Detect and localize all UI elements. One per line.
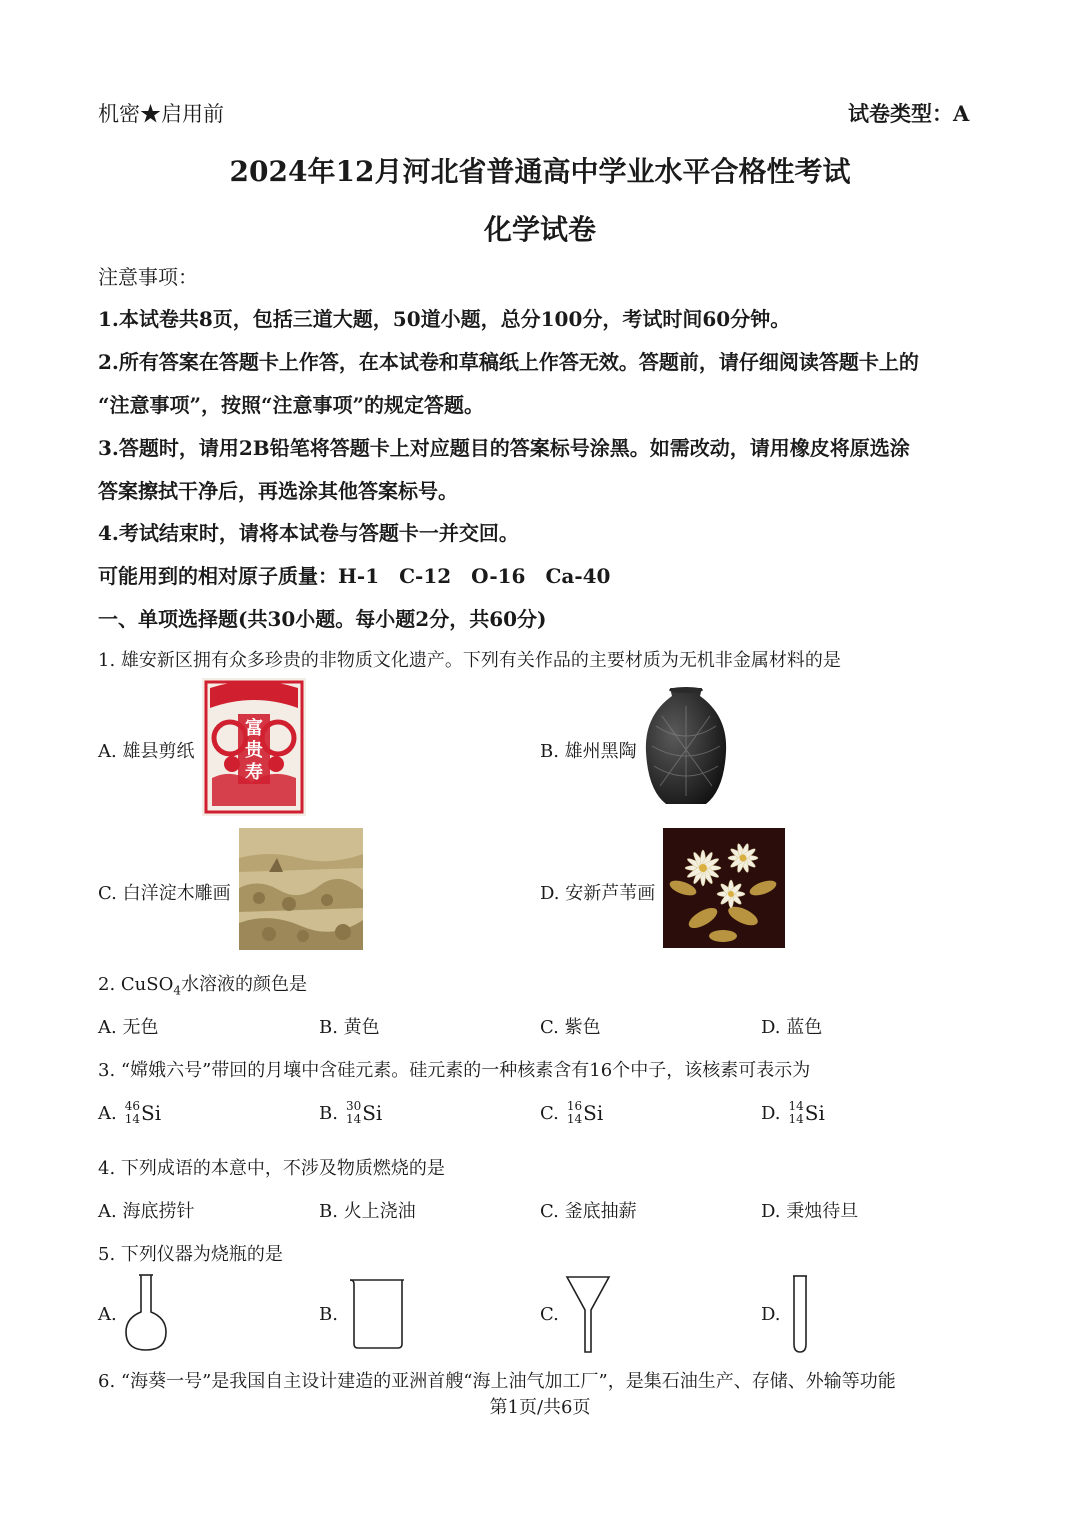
note-line-4: 4.考试结束时，请将本试卷与答题卡一并交回。 [98,521,519,545]
q3-c-mass: 16 [566,1099,583,1113]
q3-a-label: A. [98,1102,117,1124]
q2-option-a: A. 无色 [98,1017,159,1038]
note-line-3b: 答案擦拭干净后，再选涂其他答案标号。 [98,479,458,503]
q3-b-mass: 30 [345,1099,362,1113]
papercut-image [202,678,306,816]
q2-option-c: C. 紫色 [540,1017,601,1038]
q5-option-d: D. [761,1304,781,1325]
q3-a-symbol: Si [141,1101,162,1125]
q1-option-d: D. 安新芦苇画 [540,883,656,904]
q3-a-atomic: 14 [124,1112,141,1126]
note-line-2a: 2.所有答案在答题卡上作答，在本试卷和草稿纸上作答无效。答题前，请仔细阅读答题卡上的 [98,350,919,374]
q5-option-b: B. [319,1304,338,1325]
q3-b-symbol: Si [362,1101,383,1125]
funnel-icon [564,1274,612,1354]
black-pottery-image [642,686,730,808]
reed-painting-image [663,828,785,948]
question-1-stem: 1. 雄安新区拥有众多珍贵的非物质文化遗产。下列有关作品的主要材质为无机非金属材料的是 [98,650,841,671]
question-5-stem: 5. 下列仪器为烧瓶的是 [98,1244,283,1265]
q3-option-a [98,1100,161,1126]
q2-option-b: B. 黄色 [319,1017,380,1038]
question-6-stem: 6. “海葵一号”是我国自主设计建造的亚洲首艘“海上油气加工厂”，是集石油生产、存储、外输等功能 [98,1371,896,1392]
question-4-stem: 4. 下列成语的本意中，不涉及物质燃烧的是 [98,1158,445,1179]
q3-a-mass: 46 [124,1099,141,1113]
test-tube-icon [790,1274,810,1354]
confidential-label: 机密★启用前 [98,102,224,126]
q4-option-c: C. 釜底抽薪 [540,1201,637,1222]
q3-c-atomic: 14 [566,1112,583,1126]
q2-option-d: D. 蓝色 [761,1017,823,1038]
q3-d-mass: 14 [788,1099,804,1113]
round-flask-icon [122,1272,170,1352]
q1-option-b: B. 雄州黑陶 [540,741,637,762]
q2-stem-subscript: 4 [173,983,181,998]
question-3-stem: 3. “嫦娥六号”带回的月壤中含硅元素。硅元素的一种核素含有16个中子，该核素可表示为 [98,1060,811,1081]
beaker-icon [348,1276,408,1350]
q3-b-label: B. [319,1102,338,1124]
notes-heading: 注意事项： [98,265,198,289]
q3-c-label: C. [540,1102,559,1124]
section-1-heading: 一、单项选择题(共30小题。每小题2分，共60分) [98,607,547,631]
q3-c-symbol: Si [583,1101,604,1125]
exam-title: 2024年12月河北省普通高中学业水平合格性考试 [229,155,851,188]
wood-carving-image [239,828,363,950]
paper-type-label: 试卷类型：A [848,101,970,126]
note-line-2b: “注意事项”，按照“注意事项”的规定答题。 [98,393,485,417]
q3-option-d [761,1100,825,1126]
q4-option-d: D. 秉烛待旦 [761,1201,859,1222]
q2-stem-pre: 2. CuSO [98,974,174,995]
q1-option-a: A. 雄县剪纸 [98,741,195,762]
question-2-stem [98,970,307,998]
q5-option-c: C. [540,1304,559,1325]
q1-option-c: C. 白洋淀木雕画 [98,883,231,904]
q3-option-b [319,1100,382,1126]
q3-option-c [540,1100,603,1126]
q3-d-symbol: Si [804,1101,825,1125]
papercut-characters: 富贵寿 [245,718,263,783]
atomic-mass-line: 可能用到的相对原子质量：H-1 C-12 O-16 Ca-40 [98,564,611,588]
note-line-3a: 3.答题时，请用2B铅笔将答题卡上对应题目的答案标号涂黑。如需改动，请用橡皮将原选涂 [98,436,910,460]
q5-option-a: A. [98,1304,117,1325]
note-line-1: 1.本试卷共8页，包括三道大题，50道小题，总分100分，考试时间60分钟。 [98,307,791,331]
q2-stem-post: 水溶液的颜色是 [181,974,307,995]
q3-d-atomic: 14 [788,1112,804,1126]
q4-option-a: A. 海底捞针 [98,1201,195,1222]
page-footer: 第1页/共6页 [489,1397,591,1418]
exam-subtitle: 化学试卷 [483,213,596,246]
q4-option-b: B. 火上浇油 [319,1201,416,1222]
q3-d-label: D. [761,1102,781,1124]
q3-b-atomic: 14 [345,1112,362,1126]
